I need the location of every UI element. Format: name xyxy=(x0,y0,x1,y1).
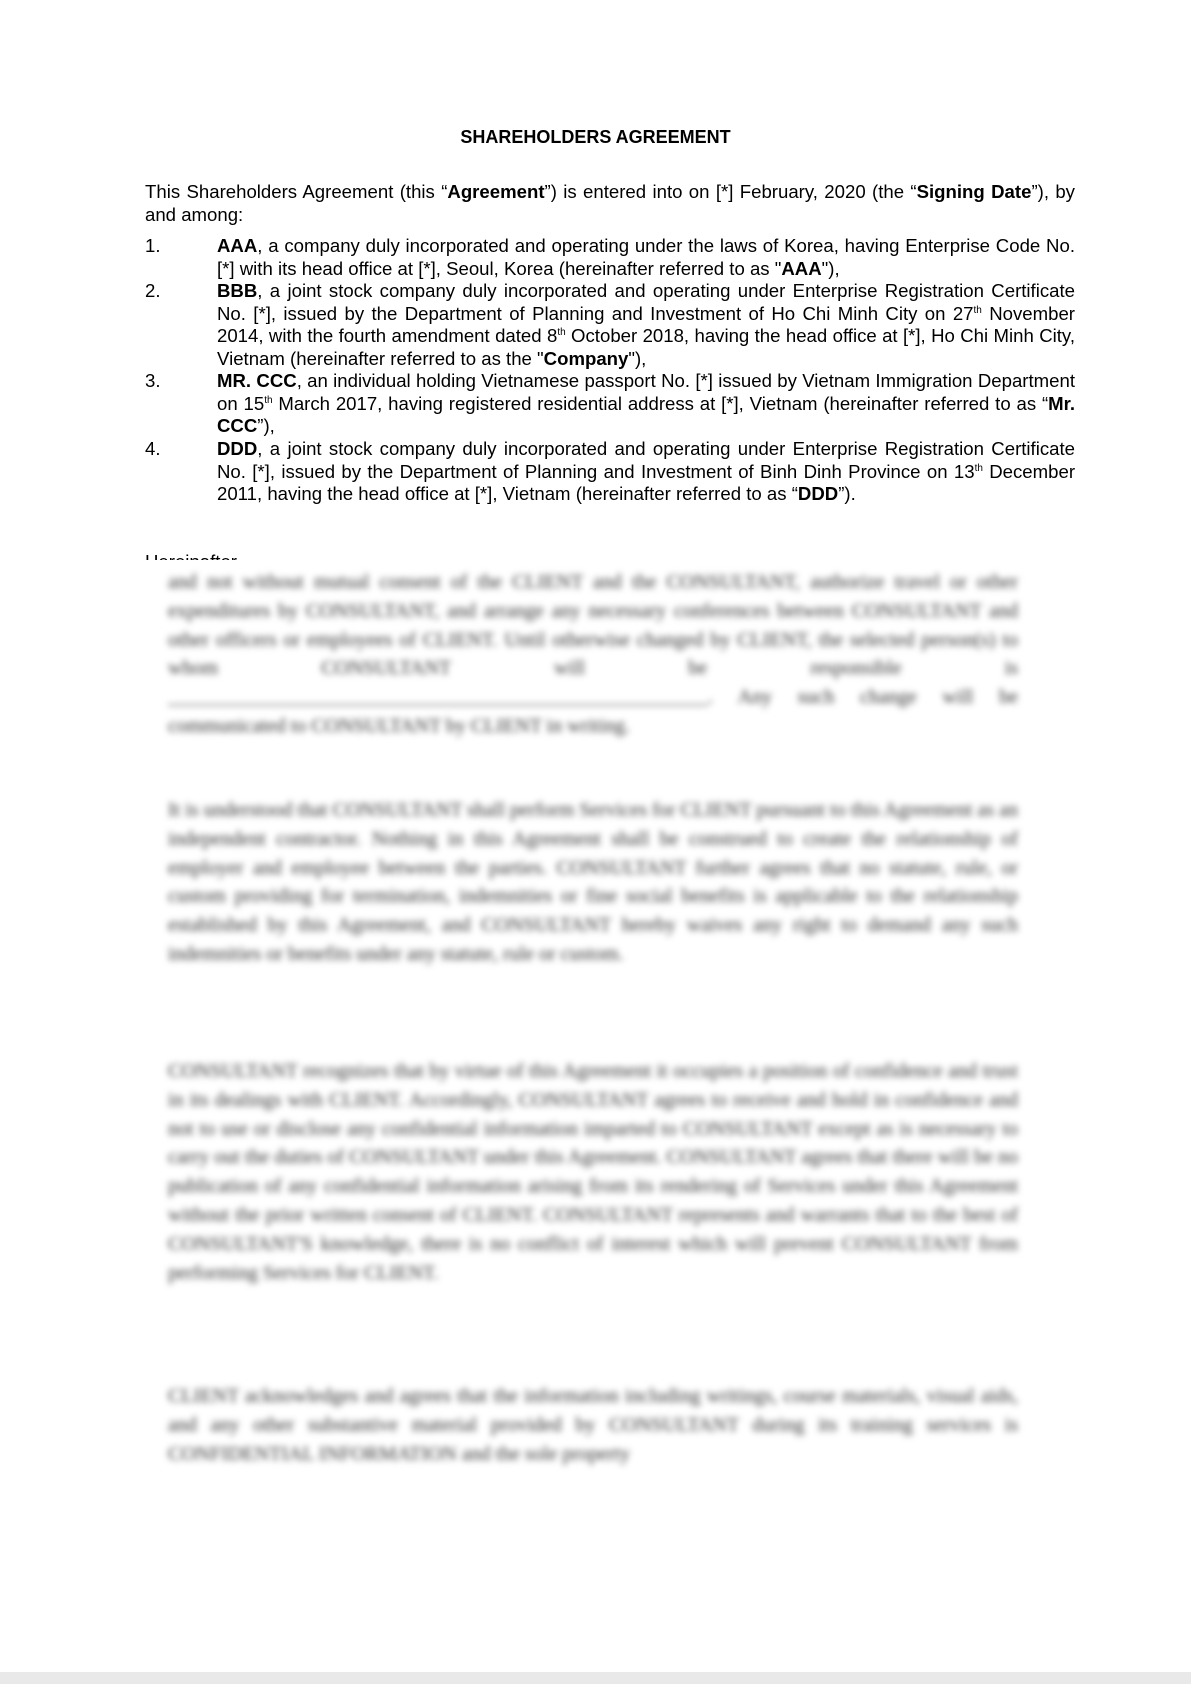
party-item-3 xyxy=(145,370,1075,438)
party-number: 3. xyxy=(145,370,161,391)
blurred-preview-region xyxy=(0,560,1191,1684)
party-number: 4. xyxy=(145,438,161,459)
intro-term-agreement: Agreement xyxy=(447,181,545,202)
document-title: SHAREHOLDERS AGREEMENT xyxy=(460,127,731,147)
party-name: DDD xyxy=(217,438,258,459)
party-defined-term: DDD xyxy=(797,483,839,504)
ordinal-suffix: th xyxy=(557,327,566,338)
party-text: December 2011, having the head office at [*], Vietnam (hereinafter referred to as “ xyxy=(217,460,1076,504)
party-defined-term: AAA xyxy=(781,257,822,279)
blurred-paragraph-2: It is understood that CONSULTANT shall perform Services for CLIENT pursuant to this Agreement as an independent contractor. Nothing in this Agreement shall be construed to create the relationship of employer and employee between the parties. CONSULTANT further agrees that no statute, rule, or custom providing for termination, indemnities or fine social benefits is applicable to the relationship established by this Agreement, and CONSULTANT hereby waives any right to demand any such indemnities or benefits under any statute, rule or custom. xyxy=(168,799,1018,965)
ordinal-suffix: th xyxy=(974,462,983,474)
party-text: , a joint stock company duly incorporated and operating under Enterprise Registration Certificate No. [*], issued by the Department of Planning and Investment of Ho Chi Minh City on 27 xyxy=(217,280,1075,324)
party-name: BBB xyxy=(217,280,258,301)
cutoff-line xyxy=(145,551,237,560)
party-text: October 2018, having the head office at [*], Ho Chi Minh City, Vietnam (hereinafter referred to as the " xyxy=(217,325,1076,369)
party-body xyxy=(217,280,1075,370)
blurred-paragraph-3: CONSULTANT recognizes that by virtue of this Agreement it occupies a position of confidence and trust in its dealings with CLIENT. Accordingly, CONSULTANT agrees to receive and hold in confidence and not to use or disclose any confidential information imparted to CONSULTANT except as is necessary to carry out the duties of CONSULTANT under this Agreement. CONSULTANT agrees that there will be no publication of any confidential information arising from its rendering of Services under this Agreement without the prior written consent of CLIENT. CONSULTANT represents and warrants that to the best of CONSULTANT'S knowledge, there is no conflict of interest which will prevent CONSULTANT from performing Services for CLIENT. xyxy=(168,1060,1018,1284)
ordinal-suffix: th xyxy=(264,394,273,406)
party-name: MR. CCC xyxy=(217,370,297,391)
intro-text-3: ”), by and among: xyxy=(145,181,1075,225)
party-text: , an individual holding Vietnamese passport No. [*] issued by Vietnam Immigration Department on 15 xyxy=(217,370,1075,414)
blurred-paragraph-1: and not without mutual consent of the CLIENT and the CONSULTANT, authorize travel or other expenditures by CONSULTANT, and arrange any necessary conferences between CONSULTANT and other officers or employees of CLIENT. Until otherwise changed by CLIENT, the selected person(s) to whom CONSULTANT will be responsible is ______________________________________________________. Any such change will be communicated to CONSULTANT by CLIENT in writing. xyxy=(168,571,1018,737)
party-text: March 2017, having registered residential address at [*], Vietnam (hereinafter referred to as “ xyxy=(272,392,1049,414)
party-item-2 xyxy=(145,280,1075,370)
party-text: ”), xyxy=(257,415,275,436)
party-item-1 xyxy=(145,235,1075,280)
blurred-paragraph-4: CLIENT acknowledges and agrees that the information including writings, course materials, visual aids, and any other substantive material provided by CONSULTANT during its training services is CONFIDENTIAL INFORMATION and the sole property xyxy=(168,1385,1018,1465)
page-bottom-edge xyxy=(0,1672,1191,1684)
intro-term-signing-date: Signing Date xyxy=(916,181,1032,202)
party-body xyxy=(217,235,1075,280)
party-text: "), xyxy=(821,257,840,279)
party-text: , a company duly incorporated and operating under the laws of Korea, having Enterprise Code No. [*] with its head office at [*], Seoul, Korea (hereinafter referred to as " xyxy=(217,235,1075,279)
intro-paragraph xyxy=(145,181,1075,226)
intro-text-2: ”) is entered into on [*] February, 2020 (the “ xyxy=(544,181,917,202)
party-text: , a joint stock company duly incorporated and operating under Enterprise Registration Certificate No. [*], issued by the Department of Planning and Investment of Binh Dinh Province on 13 xyxy=(217,438,1075,482)
party-number: 2. xyxy=(145,280,161,301)
party-text: ”). xyxy=(838,483,856,504)
ordinal-suffix: th xyxy=(973,304,982,316)
party-text: November 2014, with the fourth amendment dated 8 xyxy=(217,302,1075,346)
party-number: 1. xyxy=(145,235,161,256)
intro-text-1: This Shareholders Agreement (this “ xyxy=(145,181,448,202)
party-defined-term: Mr. CCC xyxy=(217,392,1076,436)
party-defined-term: Company xyxy=(543,347,629,369)
party-name: AAA xyxy=(217,235,258,256)
party-item-4 xyxy=(145,438,1075,506)
party-body xyxy=(217,370,1075,438)
party-body xyxy=(217,438,1075,506)
party-text: "), xyxy=(628,347,647,369)
